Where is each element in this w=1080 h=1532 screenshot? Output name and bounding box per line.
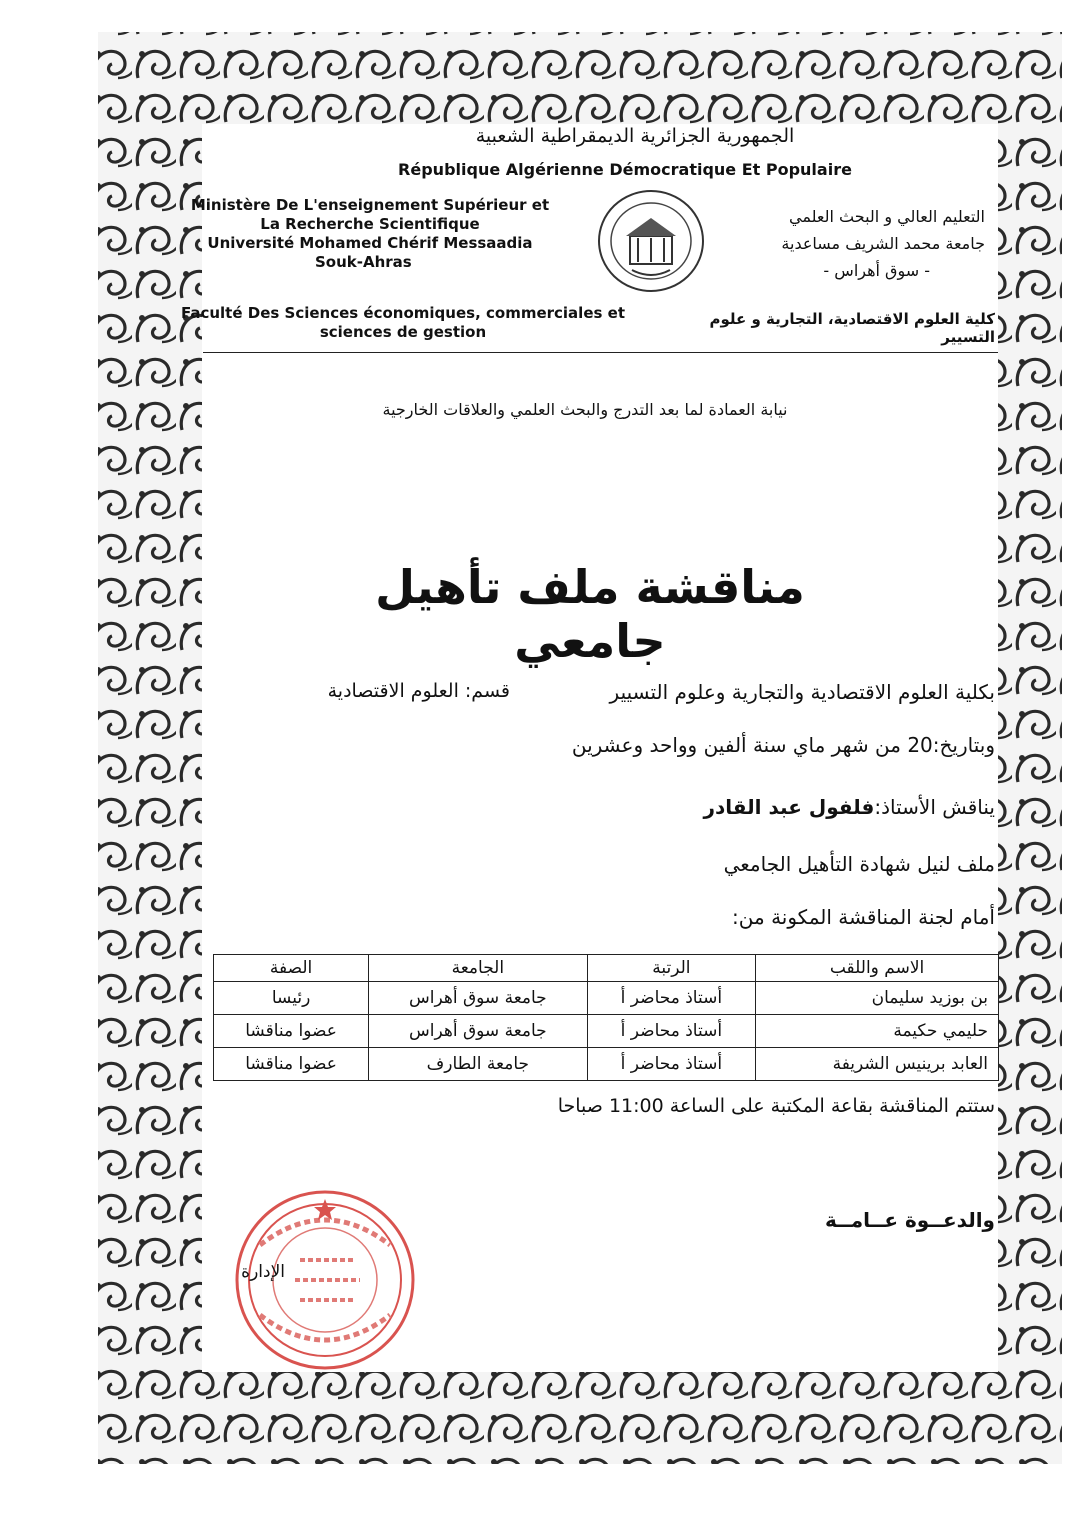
invitation: والدعــوة عــامــة [824,1208,995,1232]
department-line: قسم: العلوم الاقتصادية [327,680,510,702]
header-cell: الصفة [214,955,369,982]
cell-name: حليمي حكيمة [756,1015,999,1048]
cell-university: جامعة الطارف [369,1048,587,1081]
administration: الإدارة [241,1262,285,1282]
cell-rank: أستاذ محاضر أ [587,982,756,1015]
location-line: ستتم المناقشة بقاعة المكتبة على الساعة 11:00 صباحا [557,1095,995,1117]
jury-table [213,954,999,1081]
header-fr-republic: République Algérienne Démocratique Et Populaire [398,160,852,179]
cell-role: رئيسا [214,982,369,1015]
header-divider [203,352,998,353]
professor-prefix: يناقش الأستاذ: [874,795,995,819]
header-cell: الجامعة [369,955,587,982]
header-ar-line: جامعة محمد الشريف مساعدية [781,234,985,253]
header-fr-faculty [168,304,638,342]
header-cell: الاسم واللقب [756,955,999,982]
header-fr-faculty-line: sciences de gestion [319,323,487,341]
professor-name: فلفول عبد القادر [703,795,875,819]
cell-role: عضوا مناقشا [214,1015,369,1048]
cell-university: جامعة سوق أهراس [369,1015,587,1048]
faculty-line: بكلية العلوم الاقتصادية والتجارية وعلوم التسيير [609,680,995,704]
table-row [214,1048,999,1081]
professor-line [500,795,995,819]
header-fr-line: La Recherche Scientifique [260,215,480,233]
header-fr-line: Ministère De L'enseignement Supérieur et [190,196,550,214]
cell-name: بن بوزيد سليمان [756,982,999,1015]
table-row [214,982,999,1015]
cell-university: جامعة سوق أهراس [369,982,587,1015]
cell-rank: أستاذ محاضر أ [587,1015,756,1048]
header-fr-faculty-line: Faculté Des Sciences économiques, commerciales et [180,304,625,322]
date-line: وبتاريخ:20 من شهر ماي سنة ألفين وواحد وعشرين [571,733,995,757]
vice-deanship: نيابة العمادة لما بعد التدرج والبحث العلمي والعلاقات الخارجية [382,400,788,419]
header-ar-faculty: كلية العلوم الاقتصادية، التجارية و علوم التسيير [709,310,995,346]
document-title: مناقشة ملف تأهيل جامعي [375,560,805,668]
university-logo [596,188,706,294]
committee-line: أمام لجنة المناقشة المكونة من: [732,905,995,929]
table-header-row [214,955,999,982]
header-fr-line: Souk-Ahras [315,253,412,271]
table-row [214,1015,999,1048]
header-ar-line: - سوق أهراس - [823,261,930,280]
header-fr-line: Université Mohamed Chérif Messaadia [207,234,533,252]
header-ar-republic: الجمهورية الجزائرية الديمقراطية الشعبية [475,125,795,147]
cell-name: العابد برينيس الشريفة [756,1048,999,1081]
header-cell: الرتبة [587,955,756,982]
file-line: ملف لنيل شهادة التأهيل الجامعي [723,852,995,876]
header-fr-ministry-block [175,196,565,272]
header-ar-block [735,203,985,284]
header-ar-line: التعليم العالي و البحث العلمي [789,207,985,226]
cell-rank: أستاذ محاضر أ [587,1048,756,1081]
cell-role: عضوا مناقشا [214,1048,369,1081]
